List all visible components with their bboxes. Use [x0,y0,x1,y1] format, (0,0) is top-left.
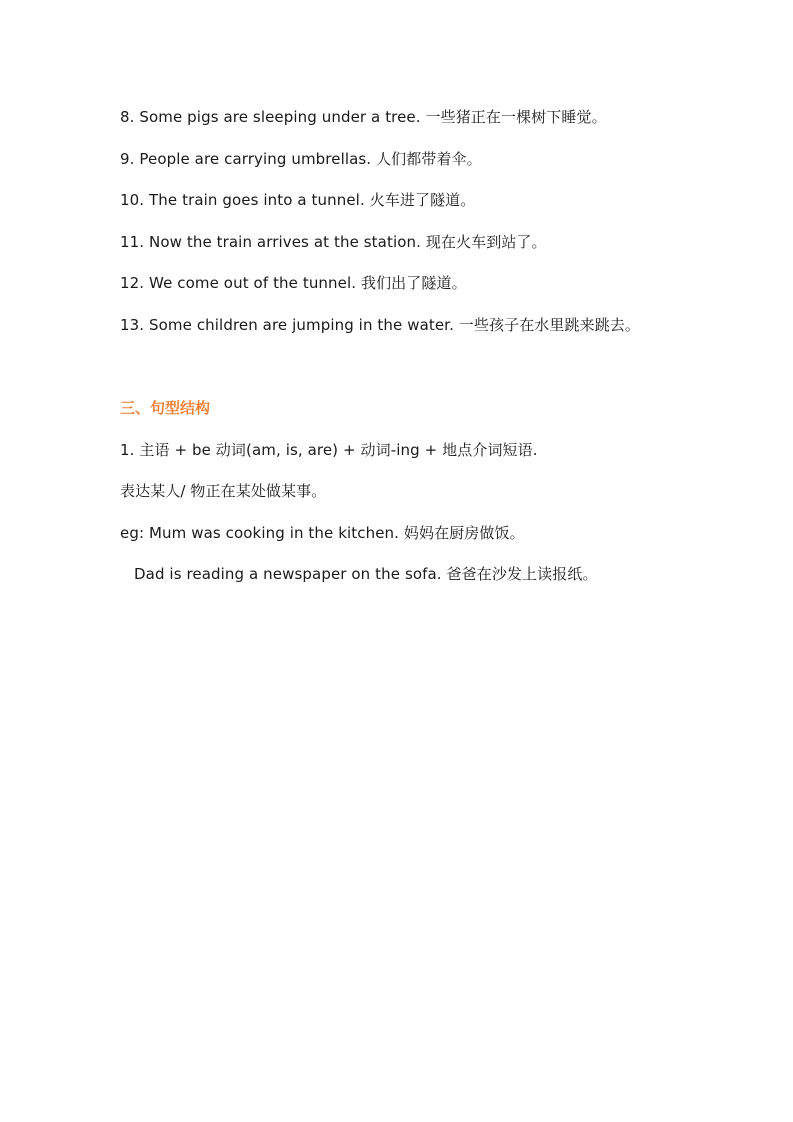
example-sentence-2: Dad is reading a newspaper on the sofa. 爸爸在沙发上读报纸。 [134,565,598,584]
sentence-pattern: 1. 主语 + be 动词(am, is, are) + 动词-ing + 地点介词短语. [120,440,538,459]
sentence-11: 11. Now the train arrives at the station. 现在火车到站了。 [120,232,547,251]
sentence-12: 12. We come out of the tunnel. 我们出了隧道。 [120,274,467,293]
section-heading: 三、句型结构 [120,398,211,417]
sentence-9: 9. People are carrying umbrellas. 人们都带着伞。 [120,149,482,168]
sentence-8: 8. Some pigs are sleeping under a tree. 一些猪正在一棵树下睡觉。 [120,108,607,126]
document-content [120,104,720,603]
sentence-10: 10. The train goes into a tunnel. 火车进了隧道。 [120,191,476,210]
sentence-13: 13. Some children are jumping in the water. 一些孩子在水里跳来跳去。 [120,315,641,334]
pattern-meaning: 表达某人/ 物正在某处做某事。 [120,482,327,501]
example-sentence-1: eg: Mum was cooking in the kitchen. 妈妈在厨房做饭。 [120,523,525,542]
